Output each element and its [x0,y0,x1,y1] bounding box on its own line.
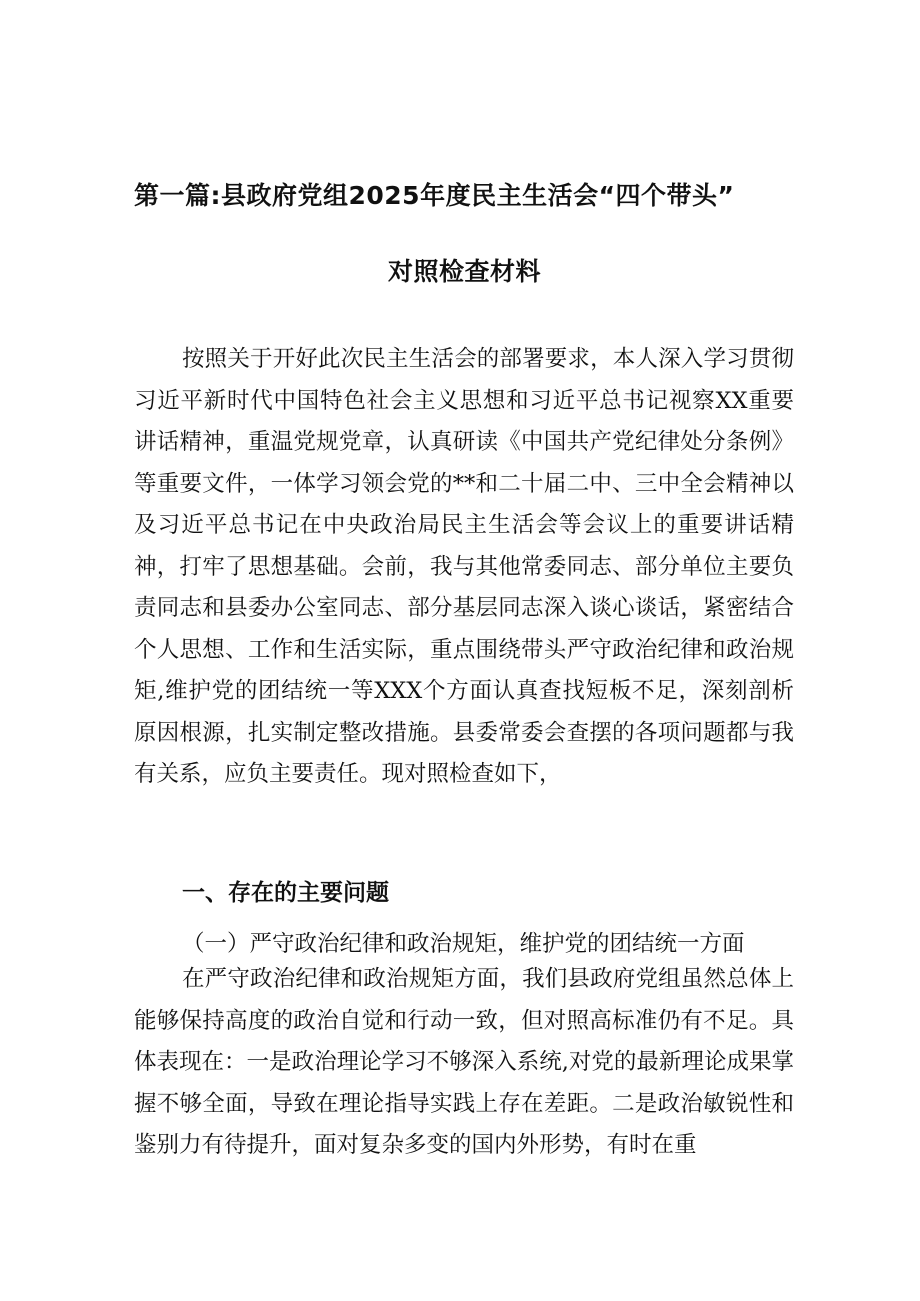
section-heading: 一、存在的主要问题 [182,880,389,906]
body-paragraph: 在严守政治纪律和政治规矩方面，我们县政府党组虽然总体上能够保持高度的政治自觉和行动一致，但对照高标准仍有不足。具体表现在：一是政治理论学习不够深入系统,对党的最新理论成果掌握不够全面，导致在理论指导实践上存在差距。二是政治敏锐性和鉴别力有待提升，面对复杂多变的国内外形势，有时在重 [134,966,794,1158]
intro-paragraph: 按照关于开好此次民主生活会的部署要求，本人深入学习贯彻习近平新时代中国特色社会主义思想和习近平总书记视察XX重要讲话精神，重温党规党章，认真研读《中国共产党纪律处分条例》等重要文件，一体学习领会党的**和二十届二中、三中全会精神以及习近平总书记在中央政治局民主生活会等会议上的重要讲话精神，打牢了思想基础。会前，我与其他常委同志、部分单位主要负责同志和县委办公室同志、部分基层同志深入谈心谈话，紧密结合个人思想、工作和生活实际，重点围绕带头严守政治纪律和政治规矩,维护党的团结统一等XXX个方面认真查找短板不足，深刻剖析原因根源，扎实制定整改措施。县委常委会查摆的各项问题都与我有关系，应负主要责任。现对照检查如下， [134,346,794,787]
document-title-line-2: 对照检查材料 [388,257,542,286]
subsection-heading: （一）严守政治纪律和政治规矩，维护党的团结统一方面 [182,931,745,957]
document-title-line-1: 第一篇:县政府党组2025年度民主生活会“四个带头” [134,181,735,210]
